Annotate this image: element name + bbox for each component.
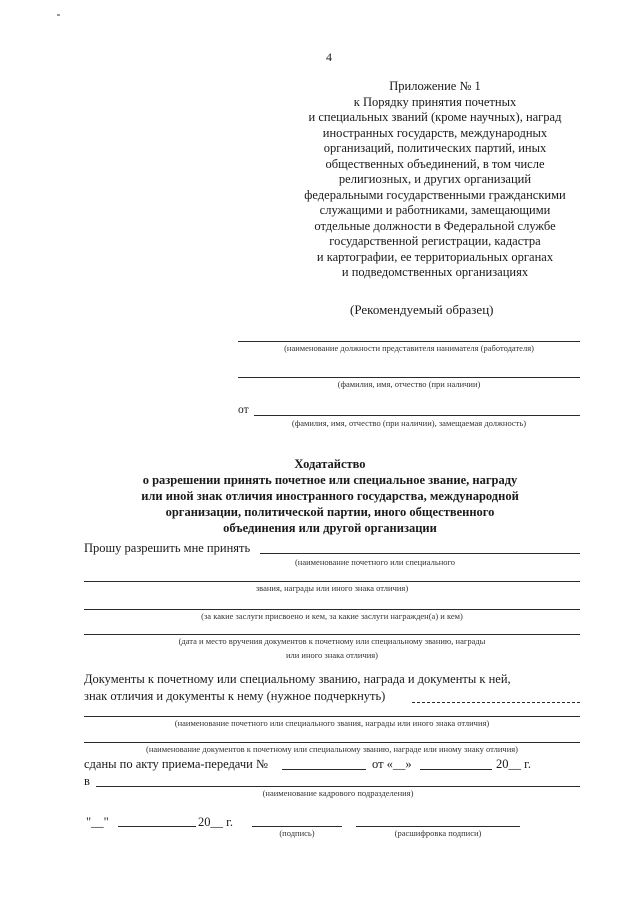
appendix-line: Приложение № 1 (389, 79, 481, 93)
appendix-line: служащими и работниками, замещающими (319, 203, 551, 217)
from-prefix: от (238, 404, 249, 416)
scan-speck (57, 14, 60, 16)
merit-line (84, 609, 580, 610)
signature-caption: (подпись) (279, 828, 315, 838)
title-line: организации, политической партии, иного общественного (165, 505, 495, 519)
title-line: о разрешении принять почетное или специальное звание, награду (142, 473, 518, 487)
appendix-line: организаций, политических партий, иных (323, 141, 547, 155)
applicant-line (254, 415, 580, 416)
signature-line (252, 826, 342, 827)
title-heading: Ходатайство (294, 457, 366, 471)
act-prefix: сданы по акту приема-передачи № (84, 757, 268, 771)
award-docs-caption: (наименование почетного или специального звания, награды или иного знака отличия) (174, 718, 490, 728)
docs-list-caption: (наименование документов к почетному или специальному званию, награде или иному знаку отличия) (146, 744, 518, 754)
signature-decode-line (356, 826, 520, 827)
appendix-line: религиозных, и других организаций (338, 172, 532, 186)
award-docs-line (84, 716, 580, 717)
request-intro: Прошу разрешить мне принять (84, 541, 251, 555)
act-year: 20__ г. (496, 757, 531, 771)
appendix-line: государственной регистрации, кадастра (329, 234, 541, 248)
ceremony-line (84, 634, 580, 635)
documents-line-2: знак отличия и документы к нему (нужное подчеркнуть) (84, 689, 386, 703)
sign-date-quote: "__" (86, 815, 109, 829)
award-name-line (260, 553, 580, 554)
documents-underline (412, 702, 580, 703)
documents-line-1: Документы к почетному или специальному званию, награда и документы к ней, (84, 672, 511, 686)
hr-department-line (96, 786, 580, 787)
sign-year: 20__ г. (198, 815, 233, 829)
employer-name-caption: (фамилия, имя, отчество (при наличии) (337, 379, 481, 389)
sign-date-line (118, 826, 196, 827)
act-month-line (420, 769, 492, 770)
award-name-line-2 (84, 581, 580, 582)
appendix-line: и специальных званий (кроме научных), наград (308, 110, 562, 124)
employer-position-line (238, 341, 580, 342)
appendix-line: общественных объединений, в том числе (325, 156, 545, 171)
page-number: 4 (326, 50, 332, 64)
appendix-line: федеральными государственными гражданскими (304, 187, 566, 202)
employer-name-line (238, 377, 580, 378)
act-date: от «__» (372, 757, 412, 771)
appendix-line: и картографии, ее территориальных органах (316, 249, 554, 264)
employer-position-caption: (наименование должности представителя нанимателя (работодателя) (284, 343, 534, 353)
title-line: объединения или другой организации (223, 521, 437, 535)
merit-caption: (за какие заслуги присвоено и кем, за какие заслуги награжден(а) и кем) (201, 611, 463, 621)
sample-label: (Рекомендуемый образец) (350, 302, 494, 317)
signature-decode-caption: (расшифровка подписи) (394, 828, 482, 838)
ceremony-caption-1: (дата и место вручения документов к почетному или специальному званию, награды (178, 636, 486, 646)
title-line: или иной знак отличия иностранного государства, международной (141, 489, 519, 503)
appendix-line: отдельные должности в Федеральной службе (314, 218, 556, 233)
act-number-line (282, 769, 366, 770)
appendix-header (270, 79, 600, 281)
appendix-line: к Порядку принятия почетных (353, 94, 517, 109)
appendix-line: и подведомственных организациях (341, 265, 529, 279)
ceremony-caption-2: или иного знака отличия) (285, 650, 379, 660)
award-caption-1: (наименование почетного или специального (294, 557, 456, 567)
to-prefix: в (84, 774, 90, 788)
docs-list-line (84, 742, 580, 743)
appendix-line: иностранных государств, международных (322, 125, 548, 140)
applicant-caption: (фамилия, имя, отчество (при наличии), замещаемая должность) (291, 418, 527, 428)
award-caption-2: звания, награды или иного знака отличия) (255, 583, 409, 593)
hr-department-caption: (наименование кадрового подразделения) (262, 788, 414, 798)
petition-title (80, 456, 580, 536)
